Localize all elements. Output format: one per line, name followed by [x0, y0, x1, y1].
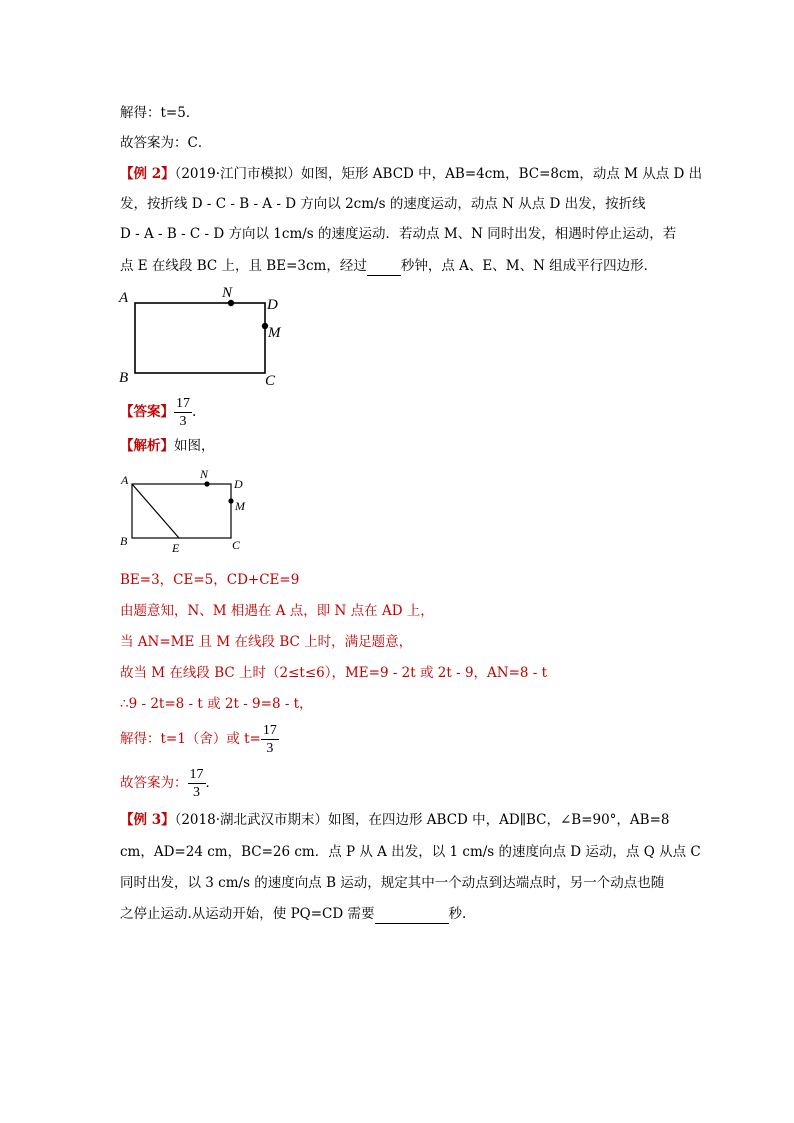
answer-numerator: 17	[176, 396, 190, 411]
example3-tag: 【例 3】	[120, 812, 175, 828]
example3-text4a: 之停止运动.从运动开始，使 PQ=CD 需要	[120, 906, 375, 922]
analysis-step-6	[120, 720, 279, 758]
example2-text4a: 点 E 在线段 BC 上，且 BE=3cm，经过	[120, 258, 367, 274]
figure-rectangle-2	[115, 466, 265, 558]
label-m: M	[268, 325, 281, 341]
label-b: B	[119, 370, 129, 386]
example3-text4b: 秒.	[448, 906, 467, 922]
example3-line1	[120, 810, 670, 830]
analysis-step-5: ∴9 - 2t=8 - t 或 2t - 9=8 - t，	[120, 696, 313, 712]
analysis-step-3: 当 AN=ME 且 M 在线段 BC 上时，满足题意，	[120, 634, 413, 650]
analysis-step-7	[120, 764, 219, 802]
label-a: A	[119, 290, 129, 306]
step7-denominator: 3	[193, 785, 200, 800]
answer-line: 故答案为：C．	[120, 135, 212, 151]
analysis-step-1: BE=3，CE=5，CD+CE=9	[120, 572, 300, 588]
label-d: D	[267, 297, 278, 313]
label-a-2: A	[121, 473, 129, 487]
step7-numerator: 17	[189, 767, 204, 782]
analysis-tag: 【解析】	[120, 438, 174, 454]
analysis-step-4: 故当 M 在线段 BC 上时（2≤t≤6），ME=9 - 2t 或 2t - 9，AN=8 - t	[120, 665, 548, 681]
step7-end: ．	[205, 775, 219, 791]
analysis-step-6-text: 解得：t=1（舍）或 t=	[120, 731, 261, 747]
example2-text4b: 秒钟，点 A、E、M、N 组成平行四边形．	[400, 258, 658, 274]
analysis-text: 如图，	[174, 438, 215, 454]
solution-line: 解得：t=5．	[120, 105, 200, 121]
example2-tag: 【例 2】	[120, 166, 175, 182]
rectangle-abcd	[135, 303, 265, 373]
example3-text1: （2018·湖北武汉市期末）如图，在四边形 ABCD 中，AD∥BC，∠B=90°，AB=8	[174, 812, 670, 828]
answer-fraction	[174, 395, 192, 430]
point-m-2	[228, 498, 233, 503]
answer-blank-2	[375, 907, 449, 924]
label-c: C	[265, 373, 276, 389]
segment-ae	[132, 484, 179, 538]
step6-denominator: 3	[266, 741, 274, 756]
figure-rectangle-1	[115, 282, 295, 390]
label-e-2: E	[172, 541, 180, 555]
analysis-row	[120, 436, 215, 456]
label-c-2: C	[232, 538, 241, 552]
example2-line4	[120, 256, 657, 276]
example2-text1: （2019·江门市模拟）如图，矩形 ABCD 中，AB=4cm，BC=8cm，动点 M 从点 D 出	[174, 166, 703, 182]
label-b-2: B	[120, 534, 128, 548]
analysis-step-2: 由题意知，N、M 相遇在 A 点，即 N 点在 AD 上，	[120, 603, 434, 619]
example2-line3: D - A - B - C - D 方向以 1cm/s 的速度运动．若动点 M、N 同时出发，相遇时停止运动，若	[120, 226, 677, 242]
label-n-2: N	[200, 467, 209, 481]
example3-line3: 同时出发，以 3 cm/s 的速度向点 B 运动，规定其中一个动点到达端点时，另一个动点也随	[120, 875, 665, 891]
example2-line2: 发，按折线 D - C - B - A - D 方向以 2cm/s 的速度运动，动点 N 从点 D 出发，按折线	[120, 196, 646, 212]
rectangle-abcd-2	[132, 484, 231, 538]
analysis-step-7-fraction	[188, 766, 206, 801]
answer-blank	[367, 259, 401, 276]
step6-numerator: 17	[262, 723, 277, 738]
analysis-step-6-fraction	[261, 722, 279, 757]
label-d-2: D	[234, 477, 243, 491]
answer-denominator: 3	[179, 414, 187, 429]
analysis-step-7-text: 故答案为：	[120, 775, 188, 791]
label-n: N	[222, 285, 233, 301]
label-m-2: M	[235, 499, 245, 513]
point-n-2	[204, 481, 209, 486]
example3-line2: cm，AD=24 cm，BC=26 cm．点 P 从 A 出发，以 1 cm/s 的速度向点 D 运动，点 Q 从点 C	[120, 844, 701, 860]
answer-tag: 【答案】	[120, 404, 174, 420]
example2-line1	[120, 164, 702, 184]
answer-row	[120, 394, 196, 430]
answer-end: .	[192, 404, 197, 420]
example3-line4	[120, 904, 466, 924]
